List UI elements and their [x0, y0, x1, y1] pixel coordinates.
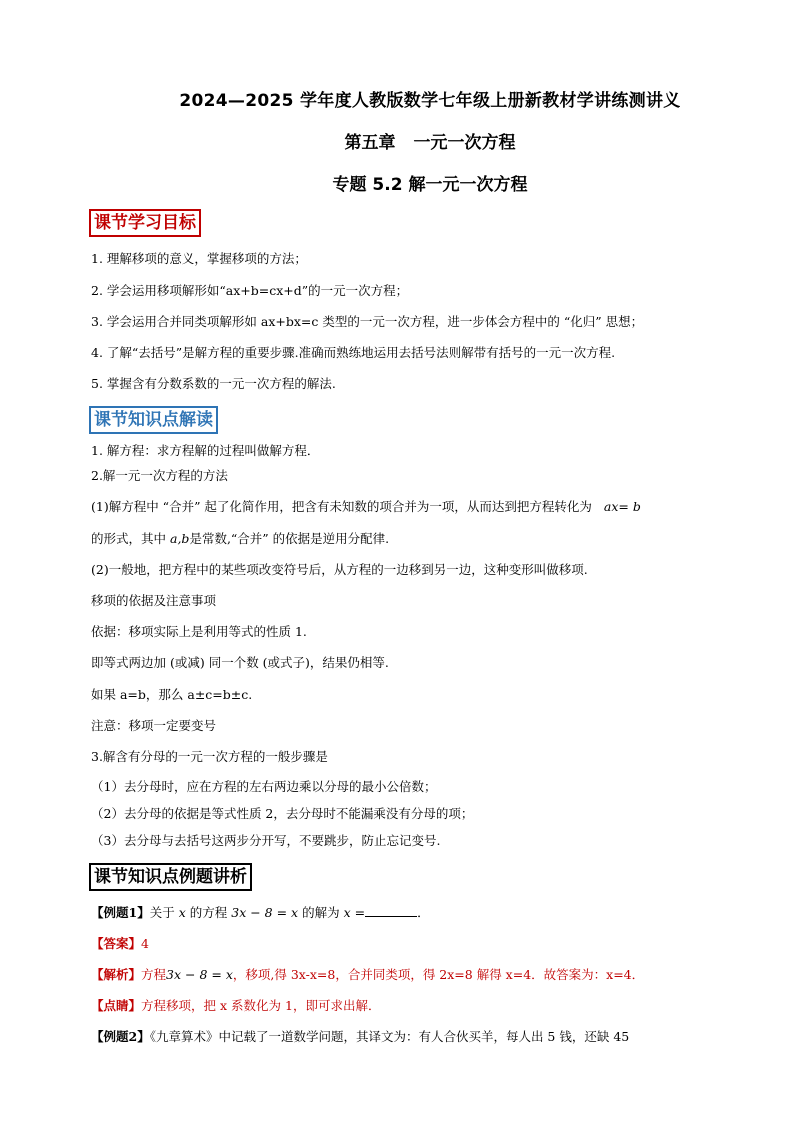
- paragraph: 2.解一元一次方程的方法: [91, 468, 228, 483]
- math-expression: x: [178, 905, 186, 920]
- question-text: ．: [417, 905, 430, 920]
- paragraph: 1. 解方程：求方程解的过程叫做解方程．: [91, 443, 320, 458]
- question-text: 的方程: [189, 905, 228, 920]
- section-label-learning-goals: 课节学习目标: [89, 209, 201, 237]
- paragraph: （1）去分母时，应在方程的左右两边乘以分母的最小公倍数；: [91, 779, 437, 794]
- analysis-line: [91, 966, 644, 984]
- chapter-number: 第五章: [344, 133, 396, 153]
- example-1: [91, 904, 430, 922]
- example-2: [91, 1028, 629, 1046]
- paragraph: （3）去分母与去括号这两步分开写，不要跳步，防止忘记变号.: [91, 833, 441, 848]
- paragraph: 注意：移项一定要变号: [91, 718, 217, 733]
- document-title: 2024—2025 学年度人教版数学七年级上册新教材学讲练测讲义: [179, 91, 681, 111]
- question-text: 关于: [149, 905, 175, 920]
- answer-line: [91, 935, 149, 953]
- paragraph: 依据：移项实际上是利用等式的性质 1.: [91, 624, 307, 639]
- answer-value: 4: [141, 936, 149, 951]
- note-line: [91, 997, 380, 1015]
- math-expression: ax= b: [603, 499, 641, 514]
- math-expression: a,b: [170, 531, 190, 546]
- paragraph: [91, 530, 389, 548]
- paragraph: 3.解含有分母的一元一次方程的一般步骤是: [91, 749, 328, 764]
- math-expression: 3x − 8 = x: [166, 967, 233, 982]
- section-label-knowledge-points: 课节知识点解读: [89, 406, 218, 434]
- paragraph: 如果 a=b，那么 a±c=b±c.: [91, 687, 253, 702]
- topic-title: 专题 5.2 解一元一次方程: [332, 175, 528, 195]
- question-text: 的解为: [302, 905, 340, 920]
- paragraph: （2）去分母的依据是等式性质 2，去分母时不能漏乘没有分母的项；: [91, 806, 474, 821]
- math-expression: 3x − 8 = x: [231, 905, 299, 920]
- goal-item: 5. 掌握含有分数系数的一元一次方程的解法.: [91, 376, 336, 391]
- analysis-text: ，移项,得 3x-x=8，合并同类项，得 2x=8 解得 x=4．故答案为：x=4．: [232, 967, 645, 982]
- answer-tag: 【答案】: [91, 936, 142, 951]
- chapter-title: [90, 128, 770, 153]
- example-tag: 【例题2】: [91, 1029, 150, 1044]
- paragraph-text: (1)解方程中 “合并” 起了化简作用，把含有未知数的项合并为一项，从而达到把方程转化为: [91, 499, 592, 514]
- goal-item: 4. 了解“去括号”是解方程的重要步骤.准确而熟练地运用去括号法则解带有括号的一元一次方程.: [91, 345, 616, 360]
- analysis-text: 方程: [141, 967, 167, 982]
- paragraph-text: 的形式，其中: [91, 531, 167, 546]
- analysis-tag: 【解析】: [91, 967, 142, 982]
- note-tag: 【点睛】: [91, 998, 142, 1013]
- goal-item: 2. 学会运用移项解形如“ax+b=cx+d”的一元一次方程；: [91, 283, 409, 298]
- example-tag: 【例题1】: [91, 905, 150, 920]
- paragraph: [91, 498, 641, 516]
- answer-blank: [365, 904, 417, 917]
- question-text: 《九章算术》中记载了一道数学问题，其译文为：有人合伙买羊，每人出 5 钱，还缺 45: [149, 1029, 630, 1044]
- section-label-examples: 课节知识点例题讲析: [89, 863, 252, 891]
- goal-item: 3. 学会运用合并同类项解形如 ax+bx=c 类型的一元一次方程，进一步体会方程中的 “化归” 思想；: [91, 314, 644, 329]
- paragraph: 移项的依据及注意事项: [91, 593, 217, 608]
- paragraph: (2)一般地，把方程中的某些项改变符号后，从方程的一边移到另一边，这种变形叫做移项.: [91, 562, 588, 577]
- paragraph: 即等式两边加 (或减) 同一个数 (或式子)，结果仍相等.: [91, 655, 389, 670]
- paragraph-text: 是常数,“合并” 的依据是逆用分配律.: [189, 531, 390, 546]
- note-text: 方程移项，把 x 系数化为 1，即可求出解．: [141, 998, 381, 1013]
- math-expression: x =: [343, 905, 366, 920]
- chapter-name: 一元一次方程: [413, 133, 516, 153]
- goal-item: 1. 理解移项的意义，掌握移项的方法；: [91, 251, 307, 266]
